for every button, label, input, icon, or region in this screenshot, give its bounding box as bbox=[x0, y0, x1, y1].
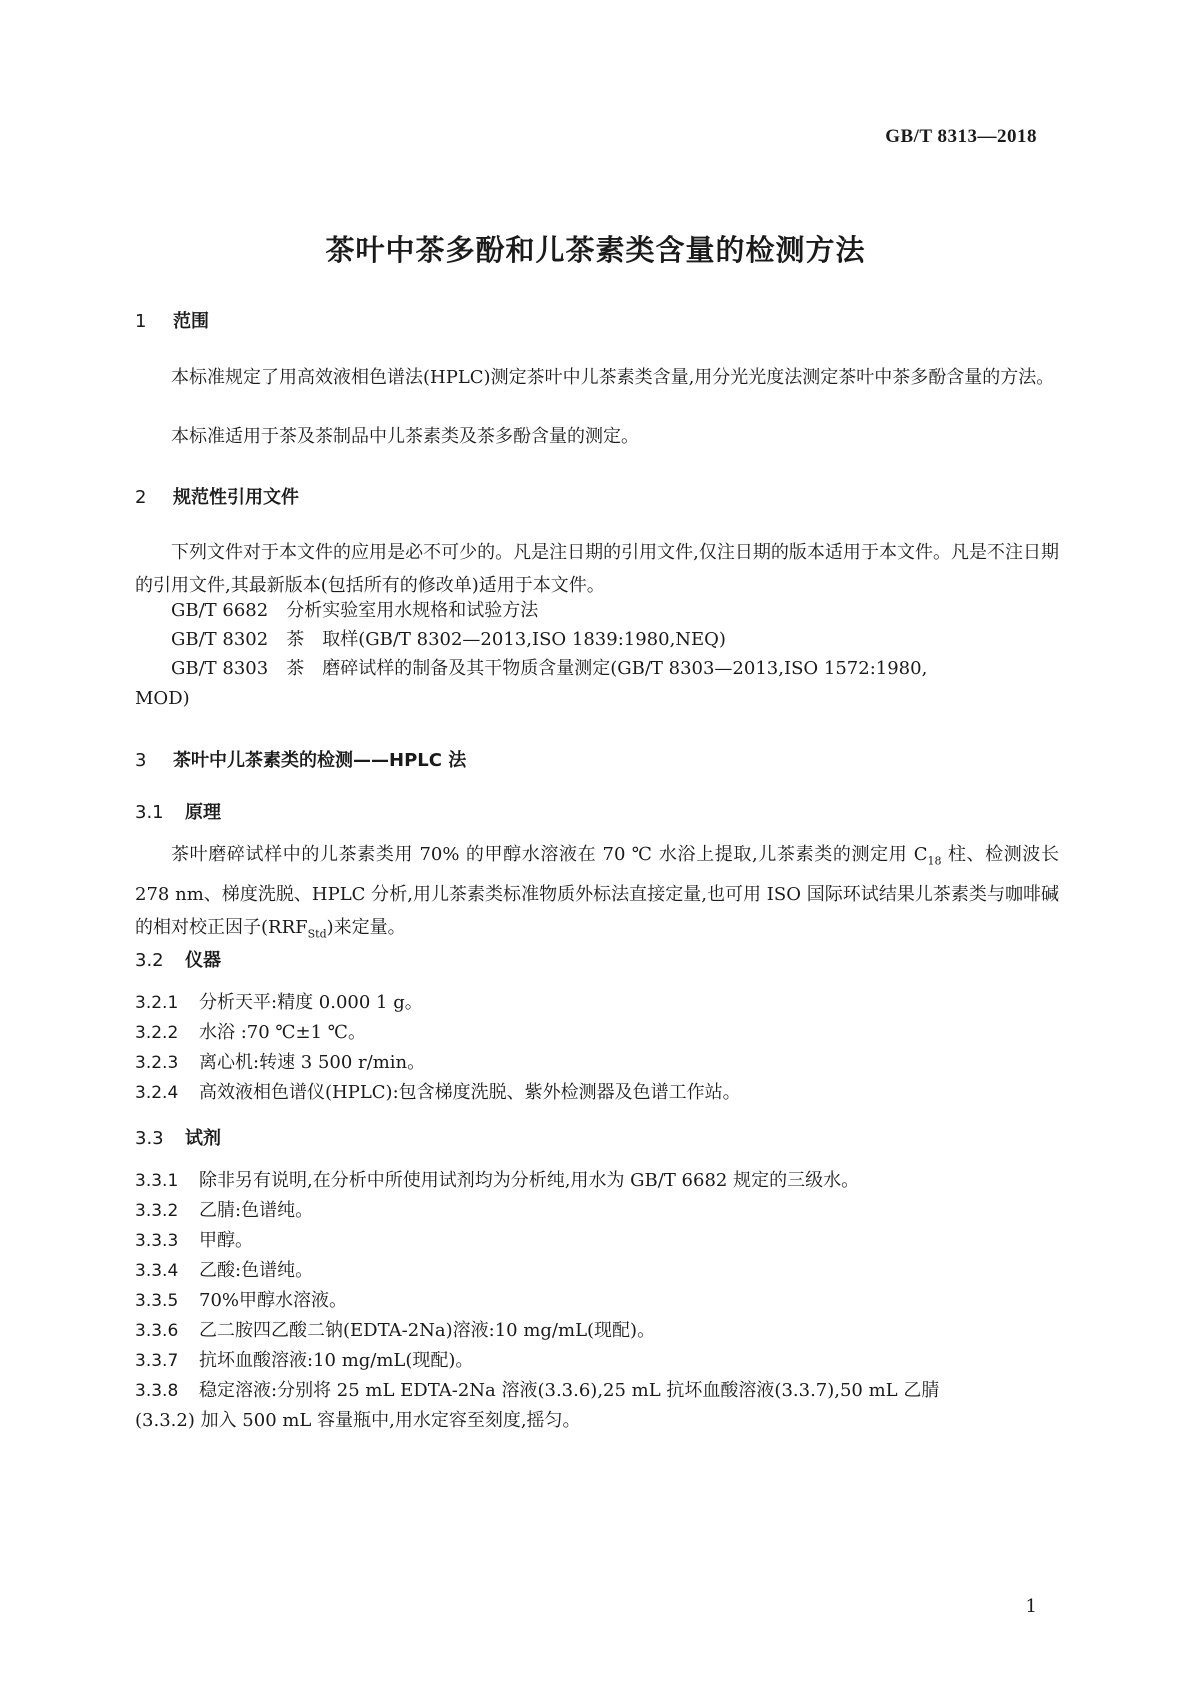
list-item bbox=[135, 1224, 1059, 1258]
item-number: 3.3.7 bbox=[135, 1351, 179, 1371]
section-title: 规范性引用文件 bbox=[173, 487, 299, 508]
list-item bbox=[135, 1194, 1059, 1228]
item-number: 3.2.1 bbox=[135, 993, 179, 1013]
text-run: )来定量。 bbox=[326, 916, 406, 938]
section-title: 范围 bbox=[173, 311, 209, 332]
item-text: 稳定溶液:分别将 25 mL EDTA-2Na 溶液(3.3.6),25 mL 抗坏血酸溶液(3.3.7),50 mL 乙腈 bbox=[199, 1380, 940, 1401]
list-item-continued: (3.3.2) 加入 500 mL 容量瓶中,用水定容至刻度,摇匀。 bbox=[135, 1410, 581, 1431]
item-number: 3.3.6 bbox=[135, 1321, 179, 1341]
text-run: 柱、检测波长 278 nm、梯度洗脱、HPLC 分析,用儿茶素类标准物质外标法直接定量,也可用 ISO 国际环试结果儿茶素类与咖啡碱的相对校正因子(RRF bbox=[135, 844, 1059, 938]
item-text: 除非另有说明,在分析中所使用试剂均为分析纯,用水为 GB/T 6682 规定的三级水。 bbox=[199, 1170, 860, 1191]
subsection-number: 3.3 bbox=[135, 1128, 164, 1149]
item-number: 3.3.2 bbox=[135, 1201, 179, 1221]
paragraph: 本标准适用于茶及茶制品中儿茶素类及茶多酚含量的测定。 bbox=[171, 426, 639, 447]
section-number: 3 bbox=[135, 750, 147, 771]
item-number: 3.2.4 bbox=[135, 1083, 179, 1103]
list-item bbox=[135, 1164, 1059, 1198]
section-title: 茶叶中儿茶素类的检测——HPLC 法 bbox=[173, 750, 467, 771]
subsection-3-3-heading bbox=[135, 1124, 221, 1150]
section-1-heading bbox=[135, 307, 209, 333]
list-item bbox=[135, 986, 1059, 1020]
subsection-3-2-heading bbox=[135, 946, 221, 972]
item-number: 3.3.5 bbox=[135, 1291, 179, 1311]
item-number: 3.2.3 bbox=[135, 1053, 179, 1073]
item-text: 高效液相色谱仪(HPLC):包含梯度洗脱、紫外检测器及色谱工作站。 bbox=[199, 1082, 741, 1103]
list-item bbox=[135, 1344, 1059, 1378]
item-text: 乙酸:色谱纯。 bbox=[199, 1260, 314, 1281]
section-number: 2 bbox=[135, 487, 147, 508]
item-text: 分析天平:精度 0.000 1 g。 bbox=[199, 992, 423, 1013]
subsection-title: 仪器 bbox=[185, 950, 221, 971]
item-text: 70%甲醇水溶液。 bbox=[199, 1290, 348, 1311]
list-item bbox=[135, 1284, 1059, 1318]
item-text: 离心机:转速 3 500 r/min。 bbox=[199, 1052, 426, 1073]
list-item bbox=[135, 1254, 1059, 1288]
list-item bbox=[135, 1374, 1059, 1408]
item-text: 抗坏血酸溶液:10 mg/mL(现配)。 bbox=[199, 1350, 474, 1371]
section-3-heading bbox=[135, 746, 466, 772]
subsection-3-1-heading bbox=[135, 798, 221, 824]
list-item bbox=[135, 1314, 1059, 1348]
item-text: 乙二胺四乙酸二钠(EDTA-2Na)溶液:10 mg/mL(现配)。 bbox=[199, 1320, 656, 1341]
subsection-title: 试剂 bbox=[185, 1128, 221, 1149]
subsection-number: 3.2 bbox=[135, 950, 164, 971]
item-text: 水浴 :70 ℃±1 ℃。 bbox=[199, 1022, 366, 1043]
list-item bbox=[135, 1076, 1059, 1110]
principle-paragraph bbox=[135, 838, 1059, 950]
document-title: 茶叶中茶多酚和儿茶素类含量的检测方法 bbox=[325, 233, 866, 267]
paragraph: 下列文件对于本文件的应用是必不可少的。凡是注日期的引用文件,仅注日期的版本适用于本文件。凡是不注日期的引用文件,其最新版本(包括所有的修改单)适用于本文件。 bbox=[135, 542, 1059, 596]
subscript: Std bbox=[307, 927, 327, 941]
item-text: 甲醇。 bbox=[199, 1230, 253, 1251]
section-number: 1 bbox=[135, 311, 147, 332]
subsection-title: 原理 bbox=[185, 802, 221, 823]
section-2-heading bbox=[135, 483, 299, 509]
item-text: 乙腈:色谱纯。 bbox=[199, 1200, 314, 1221]
item-number: 3.3.3 bbox=[135, 1231, 179, 1251]
subsection-number: 3.1 bbox=[135, 802, 164, 823]
subscript: 18 bbox=[927, 854, 942, 868]
standard-code: GB/T 8313—2018 bbox=[885, 126, 1037, 147]
reference-item: GB/T 8303 茶 磨碎试样的制备及其干物质含量测定(GB/T 8303—2013,ISO 1572:1980, bbox=[171, 658, 928, 679]
item-number: 3.3.4 bbox=[135, 1261, 179, 1281]
text-run: 茶叶磨碎试样中的儿茶素类用 70% 的甲醇水溶液在 70 ℃ 水浴上提取,儿茶素类的测定用 C bbox=[171, 844, 928, 865]
reference-item: GB/T 8302 茶 取样(GB/T 8302—2013,ISO 1839:1980,NEQ) bbox=[171, 629, 726, 650]
reference-item-continued: MOD) bbox=[135, 688, 190, 709]
paragraph: 本标准规定了用高效液相色谱法(HPLC)测定茶叶中儿茶素类含量,用分光光度法测定茶叶中茶多酚含量的方法。 bbox=[171, 367, 1055, 388]
list-item bbox=[135, 1046, 1059, 1080]
item-number: 3.3.1 bbox=[135, 1171, 179, 1191]
item-number: 3.3.8 bbox=[135, 1381, 179, 1401]
page-number: 1 bbox=[1025, 1596, 1037, 1617]
reference-item: GB/T 6682 分析实验室用水规格和试验方法 bbox=[171, 600, 539, 621]
list-item bbox=[135, 1016, 1059, 1050]
item-number: 3.2.2 bbox=[135, 1023, 179, 1043]
